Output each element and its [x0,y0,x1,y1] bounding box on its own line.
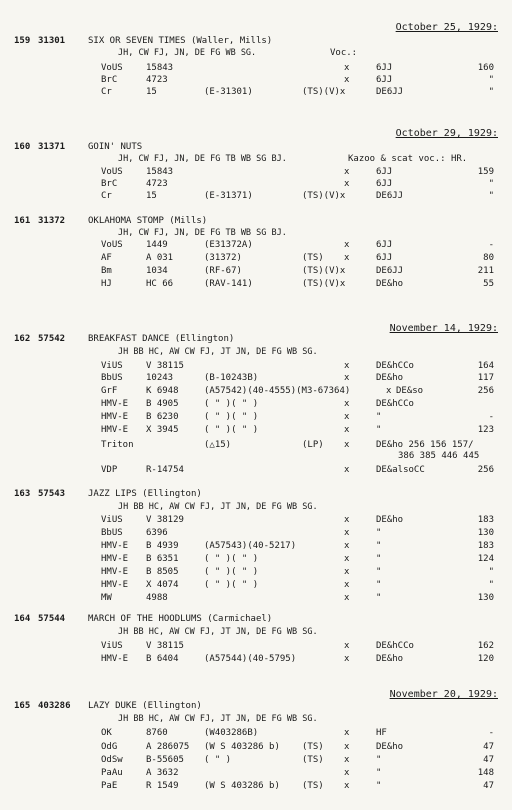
issue-disc: " [376,781,382,791]
issue-matrix-ref: (A57544)(40-5795) [204,654,297,664]
issue-label: ViUS [101,641,123,651]
issue-ref: 47 [483,781,494,791]
issue-ref: " [488,580,494,590]
issue-mark: x [344,580,350,590]
issue-matrix-ref: ( " ) [204,755,232,765]
issue-ref: 183 [477,515,494,525]
issue-ref: - [488,728,494,738]
issue-ref: " [488,75,494,85]
issue-row [0,742,512,753]
issue-row [0,412,512,423]
issue-matrix-ref: (W S 403286 b) [204,781,280,791]
issue-ts: (TS) [302,742,324,752]
session-header [0,614,512,625]
issue-matrix-ref: (△15) [204,440,232,450]
personnel-line [0,627,512,638]
tune-title: JAZZ LIPS (Ellington) [88,489,202,499]
issue-disc: DE&ho [376,373,404,383]
issue-catalog: 4988 [146,593,168,603]
issue-matrix-ref: (W403286B) [204,728,259,738]
session-date: November 20, 1929: [389,689,498,700]
tune-title: MARCH OF THE HOODLUMS (Carmichael) [88,614,273,624]
issue-disc: 6JJ [376,63,393,73]
issue-disc: " [376,528,382,538]
personnel-line [0,714,512,725]
issue-row [0,541,512,552]
issue-row [0,399,512,410]
issue-catalog: HC 66 [146,279,174,289]
matrix-number: 57544 [38,614,66,624]
issue-mark: x [344,781,350,791]
issue-catalog: 15843 [146,167,174,177]
session-number: 161 [14,216,31,226]
issue-mark: x [344,465,350,475]
issue-disc: " [376,755,382,765]
issue-row [0,63,512,74]
issue-mark: x [344,528,350,538]
issue-label: HMV-E [101,654,129,664]
issue-catalog: A 3632 [146,768,179,778]
issue-catalog: 15 [146,87,157,97]
issue-ts: (TS)(V)x [302,266,346,276]
issue-ts: (TS)(V)x [302,279,346,289]
issue-mark: x [344,768,350,778]
issue-mark: x [344,755,350,765]
issue-mark: x [344,253,350,263]
issue-catalog: 15843 [146,63,174,73]
issue-label: BbUS [101,373,123,383]
issue-label: ViUS [101,361,123,371]
issue-ref: 120 [477,654,494,664]
issue-matrix-ref: (RF-67) [204,266,242,276]
issue-disc: DE&ho [376,742,404,752]
vocal-note: Kazoo & scat voc.: HR. [348,154,468,164]
session-header [0,334,512,345]
issue-ts: (TS)(V)x [302,191,346,201]
issue-mark: x [344,641,350,651]
issue-row [0,781,512,792]
issue-row [0,167,512,178]
issue-catalog: B 6404 [146,654,179,664]
issue-ref: 80 [483,253,494,263]
issue-continuation [0,451,512,462]
issue-ref: 256 [477,465,494,475]
issue-ref: 160 [477,63,494,73]
issue-matrix-ref: (E-31301) [204,87,253,97]
personnel: JH BB HC, AW CW FJ, JT JN, DE FG WB SG. [118,347,318,357]
issue-mark: x [344,567,350,577]
issue-ref: 47 [483,742,494,752]
session-header [0,142,512,153]
issue-row [0,240,512,251]
issue-ts: (TS) [302,755,324,765]
issue-matrix-ref: (E31372A) [204,240,253,250]
issue-row [0,728,512,739]
issue-disc: " [376,425,382,435]
session-date: October 25, 1929: [395,22,498,33]
issue-catalog: 1034 [146,266,168,276]
issue-catalog: B 8505 [146,567,179,577]
issue-row [0,75,512,86]
issue-label: VoUS [101,167,123,177]
issue-label: HMV-E [101,399,129,409]
issue-disc: DE&ho [376,279,404,289]
session-date: November 14, 1929: [389,323,498,334]
issue-matrix-ref: ( " )( " ) [204,425,259,435]
issue-catalog: B-55605 [146,755,184,765]
issue-ts: (TS) [302,253,324,263]
session-header [0,36,512,47]
vocal-note: Voc.: [330,48,358,58]
issue-label: HMV-E [101,425,129,435]
issue-catalog: 6396 [146,528,168,538]
issue-catalog: V 38129 [146,515,184,525]
issue-row [0,515,512,526]
personnel: JH, CW FJ, JN, DE FG WB SG. [118,48,257,58]
issue-catalog: 10243 [146,373,174,383]
issue-row [0,361,512,372]
issue-ref: " [488,87,494,97]
issue-ref: 124 [477,554,494,564]
matrix-number: 57543 [38,489,66,499]
matrix-number: 57542 [38,334,66,344]
issue-label: HMV-E [101,580,129,590]
issue-mark: x [344,742,350,752]
issue-label: Cr [101,87,112,97]
issue-label: BrC [101,75,118,85]
personnel-line [0,154,512,165]
issue-label: Triton [101,440,134,450]
issue-row [0,191,512,202]
issue-row [0,266,512,277]
issue-disc: HF [376,728,387,738]
issue-catalog: R-14754 [146,465,184,475]
issue-matrix-ref: ( " )( " ) [204,412,259,422]
issue-row [0,755,512,766]
issue-label: GrF [101,386,118,396]
session-number: 159 [14,36,31,46]
issue-label: HMV-E [101,567,129,577]
issue-disc: " [376,768,382,778]
issue-row [0,580,512,591]
issue-row [0,279,512,290]
issue-row [0,528,512,539]
issue-matrix-ref: ( " )( " ) [204,399,259,409]
issue-mark: x [344,541,350,551]
issue-disc: " [376,567,382,577]
tune-title: LAZY DUKE (Ellington) [88,701,202,711]
issue-matrix-ref: (RAV-141) [204,279,253,289]
issue-ref: 183 [477,541,494,551]
issue-ref: 162 [477,641,494,651]
matrix-number: 31372 [38,216,66,226]
issue-disc: 6JJ [376,179,393,189]
issue-ref: " [488,179,494,189]
issue-ref: " [488,191,494,201]
issue-disc: DE6JJ [376,87,404,97]
issue-disc: 6JJ [376,75,393,85]
issue-catalog: X 4074 [146,580,179,590]
issue-matrix-ref: (E-31371) [204,191,253,201]
issue-disc: " [376,580,382,590]
session-number: 163 [14,489,31,499]
issue-ref: - [488,240,494,250]
tune-title: OKLAHOMA STOMP (Mills) [88,216,208,226]
issue-disc: " [376,412,382,422]
issue-catalog: K 6948 [146,386,179,396]
personnel: JH BB HC, AW CW FJ, JT JN, DE FG WB SG. [118,714,318,724]
issue-label: PaE [101,781,118,791]
issue-label: OdSw [101,755,123,765]
personnel: JH, CW FJ, JN, DE FG TB WB SG BJ. [118,154,287,164]
issue-disc: 6JJ [376,167,393,177]
issue-row [0,425,512,436]
issue-label: ViUS [101,515,123,525]
issue-mark: x [344,515,350,525]
issue-row [0,440,512,451]
issue-row [0,593,512,604]
issue-label: HMV-E [101,541,129,551]
issue-ref: 164 [477,361,494,371]
issue-disc: DE&ho [376,654,404,664]
issue-label: AF [101,253,112,263]
personnel-line [0,347,512,358]
issue-ref: " [488,567,494,577]
issue-row [0,654,512,665]
issue-ref: 47 [483,755,494,765]
issue-row [0,768,512,779]
issue-row [0,465,512,476]
issue-label: PaAu [101,768,123,778]
matrix-number: 403286 [38,701,71,711]
issue-catalog: V 38115 [146,641,184,651]
issue-disc: 386 385 446 445 [398,451,480,461]
issue-disc: 6JJ [376,253,393,263]
issue-row [0,386,512,397]
issue-row [0,567,512,578]
issue-disc: " [376,554,382,564]
issue-disc: " [376,593,382,603]
session-header [0,489,512,500]
issue-ref: 130 [477,528,494,538]
issue-ref: - [488,412,494,422]
issue-mark: x [344,440,350,450]
issue-ref: 159 [477,167,494,177]
issue-catalog: V 38115 [146,361,184,371]
issue-ref: 117 [477,373,494,383]
issue-catalog: B 4939 [146,541,179,551]
issue-ts: (TS) [302,781,324,791]
issue-mark: x [344,412,350,422]
issue-label: OK [101,728,112,738]
issue-label: BbUS [101,528,123,538]
issue-row [0,641,512,652]
issue-mark: x [344,593,350,603]
issue-label: HMV-E [101,412,129,422]
issue-mark: x [344,654,350,664]
tune-title: SIX OR SEVEN TIMES (Waller, Mills) [88,36,273,46]
personnel-line [0,502,512,513]
issue-mark: x [344,63,350,73]
issue-ref: 55 [483,279,494,289]
issue-catalog: 8760 [146,728,168,738]
issue-label: Bm [101,266,112,276]
issue-row [0,554,512,565]
session-number: 164 [14,614,31,624]
personnel-line [0,228,512,239]
session-number: 162 [14,334,31,344]
issue-mark: x [344,75,350,85]
issue-disc: DE6JJ [376,191,404,201]
matrix-number: 31371 [38,142,66,152]
issue-mark: x [344,240,350,250]
issue-disc: 6JJ [376,240,393,250]
issue-disc: DE&hCCo [376,641,414,651]
issue-disc: DE&hCCo [376,361,414,371]
issue-matrix-ref: (B-10243B) [204,373,259,383]
issue-row [0,253,512,264]
issue-mark: x [386,386,392,396]
issue-label: BrC [101,179,118,189]
issue-mark: x [344,179,350,189]
issue-disc: DE6JJ [376,266,404,276]
tune-title: GOIN' NUTS [88,142,143,152]
personnel: JH BB HC, AW CW FJ, JT JN, DE FG WB SG. [118,502,318,512]
issue-matrix-ref: (W S 403286 b) [204,742,280,752]
issue-mark: x [344,554,350,564]
personnel: JH, CW FJ, JN, DE FG TB WB SG BJ. [118,228,287,238]
issue-row [0,87,512,98]
issue-disc: " [376,541,382,551]
issue-catalog: A 031 [146,253,174,263]
issue-disc: DE&alsoCC [376,465,425,475]
issue-catalog: B 4905 [146,399,179,409]
issue-label: Cr [101,191,112,201]
issue-label: VoUS [101,63,123,73]
issue-catalog: B 6351 [146,554,179,564]
issue-mark: x [344,167,350,177]
issue-mark: x [344,373,350,383]
issue-mark: x [344,399,350,409]
issue-ref: 148 [477,768,494,778]
issue-label: OdG [101,742,118,752]
issue-matrix-ref: ( " )( " ) [204,567,259,577]
issue-disc: DE&so [396,386,424,396]
issue-catalog: 4723 [146,75,168,85]
issue-ts: (TS)(V)x [302,87,346,97]
issue-label: VDP [101,465,118,475]
issue-catalog: 1449 [146,240,168,250]
issue-matrix-ref: (31372) [204,253,242,263]
session-header [0,216,512,227]
issue-ref: 256 [477,386,494,396]
issue-disc: DE&ho 256 156 157/ [376,440,474,450]
session-number: 165 [14,701,31,711]
issue-matrix-ref: (A57543)(40-5217) [204,541,297,551]
issue-matrix-ref: (A57542)(40-4555)(M3-67364) [204,386,351,396]
tune-title: BREAKFAST DANCE (Ellington) [88,334,235,344]
issue-catalog: B 6230 [146,412,179,422]
issue-ref: 211 [477,266,494,276]
issue-row [0,373,512,384]
issue-ref: 123 [477,425,494,435]
matrix-number: 31301 [38,36,66,46]
issue-disc: DE&ho [376,515,404,525]
issue-row [0,179,512,190]
issue-catalog: 4723 [146,179,168,189]
issue-disc: DE&hCCo [376,399,414,409]
issue-mark: x [344,425,350,435]
issue-label: MW [101,593,112,603]
issue-ref: 130 [477,593,494,603]
personnel-line [0,48,512,59]
personnel: JH BB HC, AW CW FJ, JT JN, DE FG WB SG. [118,627,318,637]
issue-catalog: 15 [146,191,157,201]
issue-catalog: A 286075 [146,742,190,752]
issue-catalog: X 3945 [146,425,179,435]
issue-label: VoUS [101,240,123,250]
session-date: October 29, 1929: [395,128,498,139]
issue-matrix-ref: ( " )( " ) [204,580,259,590]
session-number: 160 [14,142,31,152]
issue-mark: x [344,728,350,738]
issue-ts: (LP) [302,440,324,450]
issue-catalog: R 1549 [146,781,179,791]
issue-label: HJ [101,279,112,289]
session-header [0,701,512,712]
issue-mark: x [344,361,350,371]
issue-matrix-ref: ( " )( " ) [204,554,259,564]
issue-label: HMV-E [101,554,129,564]
